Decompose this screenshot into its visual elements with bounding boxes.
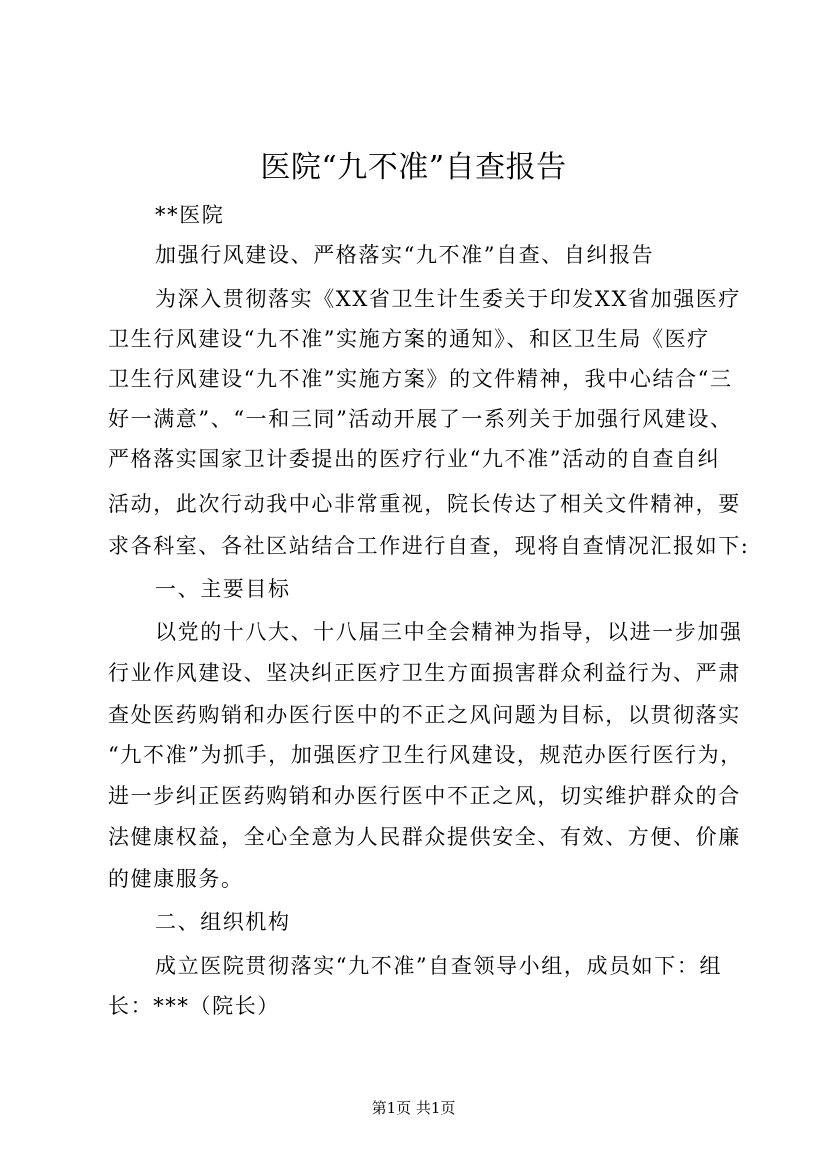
paragraph-line: 成立医院贯彻落实“九不准”自查领导小组，成员如下：组 <box>155 954 723 978</box>
paragraph-line: 活动，此次行动我中心非常重视，院长传达了相关文件精神，要 <box>108 492 741 516</box>
section-heading-1: 一、主要目标 <box>155 577 291 601</box>
paragraph-line: 行业作风建设、坚决纠正医疗卫生方面损害群众利益行为、严肃 <box>108 661 741 685</box>
paragraph-line: “九不准”为抓手，加强医疗卫生行风建设，规范办医行医行为， <box>108 743 743 767</box>
paragraph-line: 法健康权益，全心全意为人民群众提供安全、有效、方便、价廉 <box>108 825 741 849</box>
paragraph-line: 以党的十八大、十八届三中全会精神为指导，以进一步加强 <box>155 620 743 644</box>
paragraph-line: 卫生行风建设“九不准”实施方案》的文件精神，我中心结合“三 <box>108 367 733 391</box>
paragraph-line: 的健康服务。 <box>108 867 244 891</box>
paragraph-line: 卫生行风建设“九不准”实施方案的通知》、和区卫生局《医疗 <box>108 327 710 351</box>
page-footer: 第1页 共1页 <box>371 1099 456 1117</box>
section-heading-2: 二、组织机构 <box>155 910 291 934</box>
document-title: 医院“九不准”自查报告 <box>260 150 567 185</box>
report-subtitle: 加强行风建设、严格落实“九不准”自查、自纠报告 <box>155 243 655 267</box>
paragraph-line: 好一满意”、“一和三同”活动开展了一系列关于加强行风建设、 <box>108 407 733 431</box>
paragraph-line: 长：***（院长） <box>108 994 280 1018</box>
paragraph-line: 为深入贯彻落实《XX省卫生计生委关于印发XX省加强医疗 <box>155 287 741 311</box>
hospital-name: **医院 <box>155 203 225 227</box>
paragraph-line: 求各科室、各社区站结合工作进行自查，现将自查情况汇报如下: <box>108 534 750 558</box>
paragraph-line: 进一步纠正医药购销和办医行医中不正之风，切实维护群众的合 <box>108 784 741 808</box>
paragraph-line: 严格落实国家卫计委提出的医疗行业“九不准”活动的自查自纠 <box>108 447 721 471</box>
paragraph-line: 查处医药购销和办医行医中的不正之风问题为目标，以贯彻落实 <box>108 703 741 727</box>
